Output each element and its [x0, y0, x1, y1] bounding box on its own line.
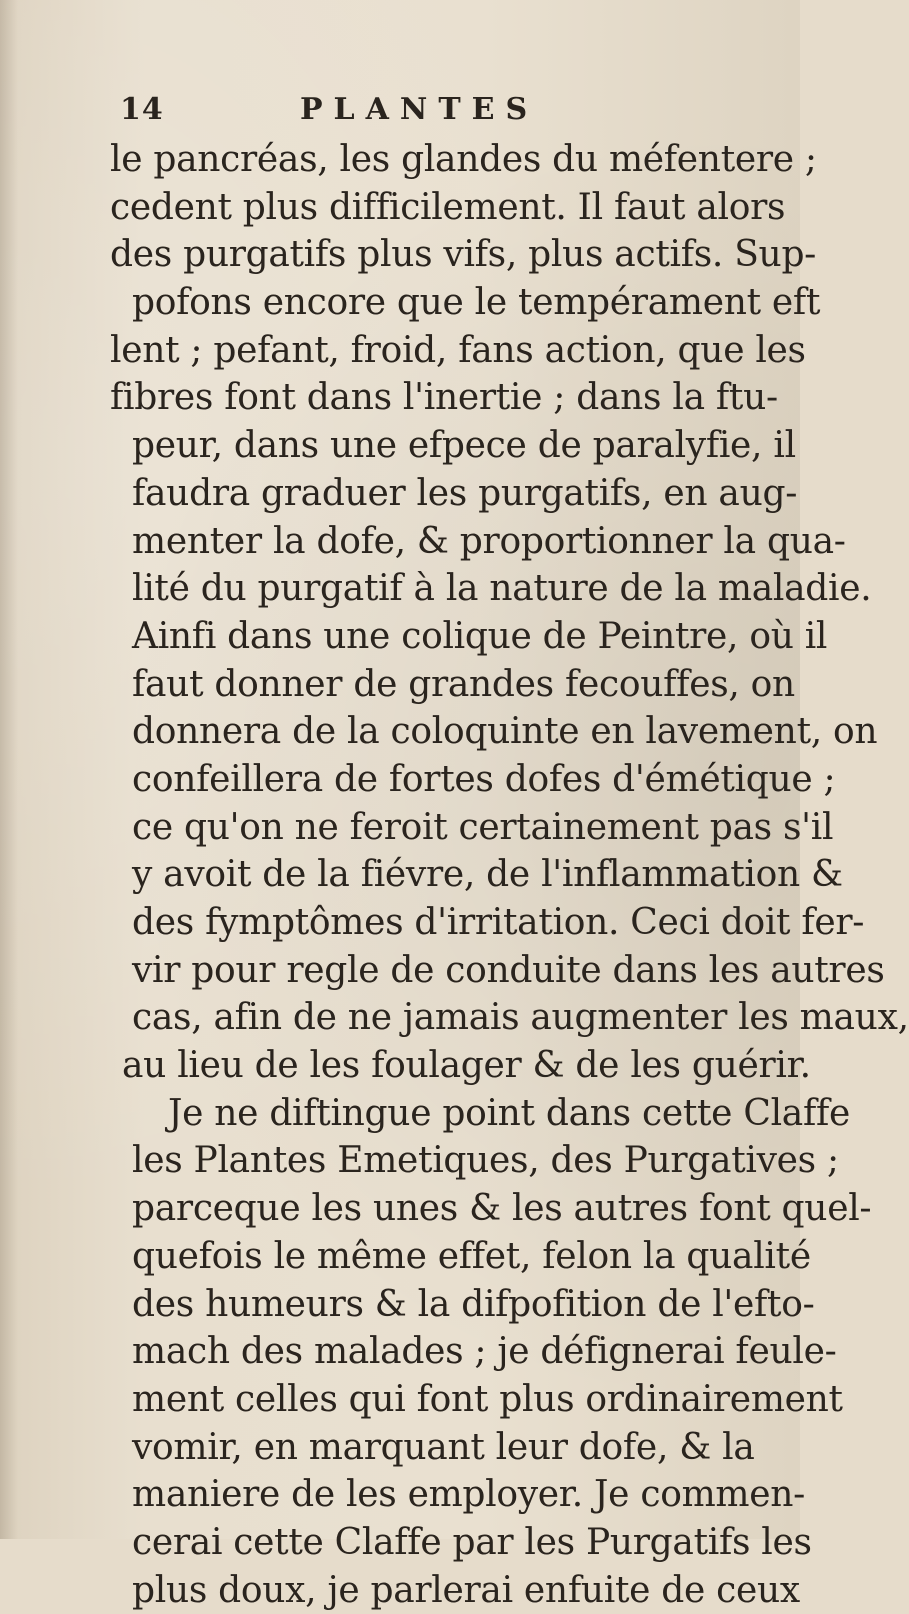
text-line: cerai cette Claffe par les Purgatifs les: [132, 1521, 812, 1563]
text-line: cedent plus difficilement. Il faut alors: [110, 186, 786, 228]
page-gutter-shadow: [0, 0, 18, 1539]
text-line: quefois le même effet, felon la qualité: [132, 1235, 811, 1277]
text-line: les Plantes Emetiques, des Purgatives ;: [132, 1140, 839, 1182]
text-line: vir pour regle de conduite dans les autres: [132, 949, 885, 991]
running-title: PLANTES: [300, 92, 539, 127]
text-line: pofons encore que le tempérament eft: [132, 282, 821, 324]
text-line: fibres font dans l'inertie ; dans la ftu-: [110, 377, 778, 419]
text-line: ment celles qui font plus ordinairement: [132, 1378, 843, 1420]
text-line: cas, afin de ne jamais augmenter les maux,: [132, 997, 909, 1039]
text-line: y avoit de la fiévre, de l'inflammation &: [132, 854, 843, 896]
text-line: le pancréas, les glandes du méfentere ;: [110, 139, 817, 180]
text-line: lent ; pefant, froid, fans action, que les: [110, 329, 806, 371]
text-line: des purgatifs plus vifs, plus actifs. Sup-: [110, 234, 817, 276]
text-line: menter la dofe, & proportionner la qua-: [132, 520, 846, 562]
page-header: [120, 92, 740, 132]
page-number: 14: [120, 92, 164, 127]
text-line: vomir, en marquant leur dofe, & la: [132, 1426, 755, 1468]
text-line: Ainfi dans une colique de Peintre, où il: [132, 615, 828, 657]
text-line: peur, dans une efpece de paralyfie, il: [132, 425, 796, 467]
text-line: ce qu'on ne feroit certainement pas s'il: [132, 806, 834, 848]
text-line: plus doux, je parlerai enfuite de ceux: [132, 1569, 800, 1611]
text-line: faudra graduer les purgatifs, en aug-: [132, 472, 798, 514]
text-line: des fymptômes d'irritation. Ceci doit fer-: [132, 902, 865, 943]
text-line: confeillera de fortes dofes d'émétique ;: [132, 758, 836, 800]
body-text: [110, 136, 909, 1614]
text-line: lité du purgatif à la nature de la maladie.: [132, 568, 872, 610]
text-line: maniere de les employer. Je commen-: [132, 1474, 805, 1516]
text-line: mach des malades ; je défignerai feule-: [132, 1331, 837, 1373]
text-line: au lieu de les foulager & de les guérir.: [122, 1045, 811, 1087]
text-line: faut donner de grandes fecouffes, on: [132, 663, 795, 705]
text-line: des humeurs & la difpofition de l'efto-: [132, 1283, 815, 1325]
text-line: Je ne diftingue point dans cette Claffe: [168, 1092, 851, 1134]
text-line: donnera de la coloquinte en lavement, on: [132, 711, 878, 753]
text-line: parceque les unes & les autres font quel-: [132, 1188, 872, 1230]
